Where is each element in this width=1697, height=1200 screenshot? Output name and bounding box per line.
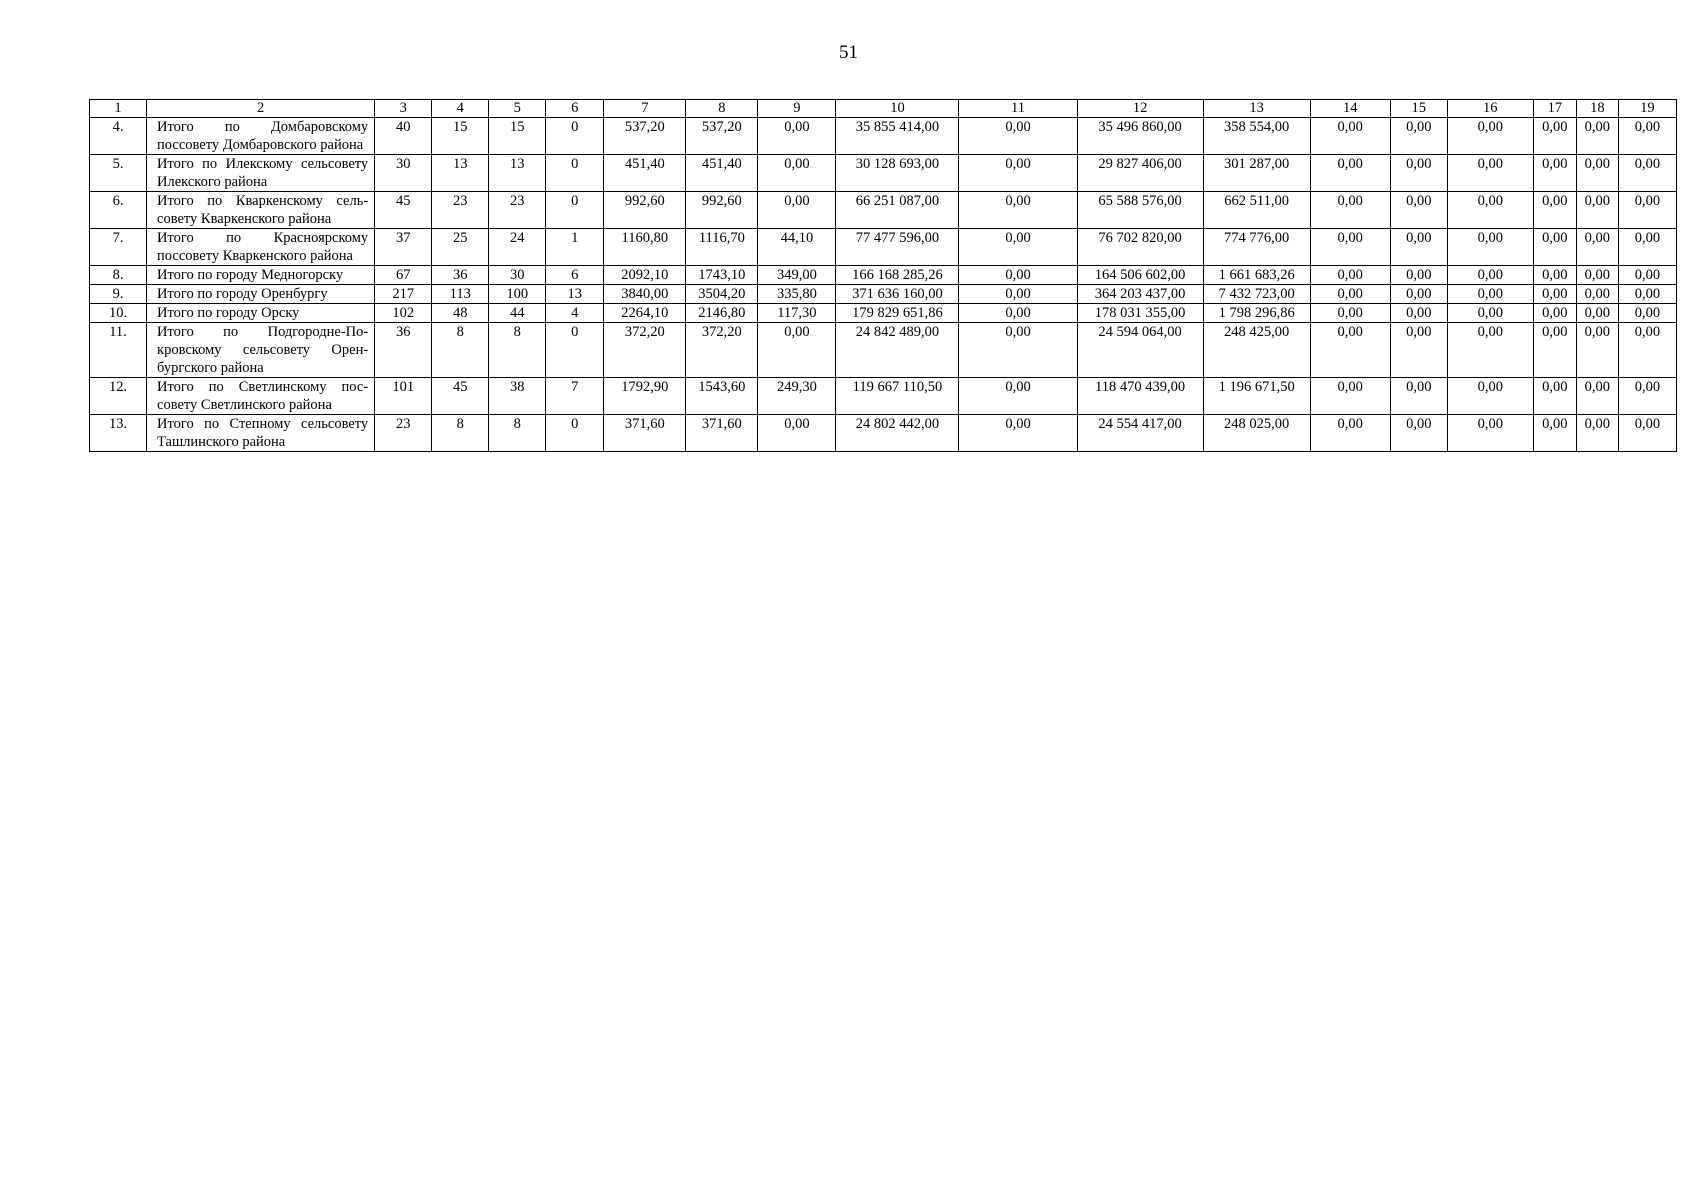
value-cell: 0,00	[1310, 415, 1390, 452]
value-cell: 0,00	[1576, 229, 1618, 266]
value-cell: 8	[432, 415, 489, 452]
value-cell: 349,00	[758, 266, 836, 285]
value-cell: 23	[489, 192, 546, 229]
value-cell: 0,00	[1390, 378, 1447, 415]
table-row	[90, 415, 1677, 452]
value-cell: 45	[375, 192, 432, 229]
column-number-cell: 12	[1077, 100, 1203, 118]
value-cell: 8	[489, 415, 546, 452]
value-cell: 164 506 602,00	[1077, 266, 1203, 285]
value-cell: 30	[375, 155, 432, 192]
value-cell: 0,00	[1576, 323, 1618, 378]
value-cell: 0,00	[1310, 155, 1390, 192]
value-cell: 65 588 576,00	[1077, 192, 1203, 229]
value-cell: 0,00	[959, 285, 1077, 304]
value-cell: 24 842 489,00	[836, 323, 959, 378]
value-cell: 217	[375, 285, 432, 304]
value-cell: 35 855 414,00	[836, 118, 959, 155]
value-cell: 13	[546, 285, 604, 304]
value-cell: 76 702 820,00	[1077, 229, 1203, 266]
value-cell: 117,30	[758, 304, 836, 323]
table-row	[90, 155, 1677, 192]
value-cell: 0,00	[1447, 285, 1533, 304]
column-number-cell: 11	[959, 100, 1077, 118]
value-cell: 0,00	[1447, 304, 1533, 323]
value-cell: 8	[432, 323, 489, 378]
column-number-cell: 19	[1618, 100, 1676, 118]
column-number-cell: 18	[1576, 100, 1618, 118]
value-cell: 0,00	[1618, 378, 1676, 415]
column-number-cell: 6	[546, 100, 604, 118]
row-name-cell: Итого по Красноярскому поссовету Кваркенского района	[147, 229, 375, 266]
value-cell: 7	[546, 378, 604, 415]
value-cell: 537,20	[604, 118, 686, 155]
value-cell: 44	[489, 304, 546, 323]
value-cell: 1	[546, 229, 604, 266]
value-cell: 537,20	[686, 118, 758, 155]
value-cell: 1116,70	[686, 229, 758, 266]
column-number-cell: 15	[1390, 100, 1447, 118]
value-cell: 0,00	[959, 415, 1077, 452]
value-cell: 0,00	[1533, 285, 1576, 304]
row-number-cell: 9.	[90, 285, 147, 304]
value-cell: 0	[546, 323, 604, 378]
value-cell: 451,40	[686, 155, 758, 192]
value-cell: 451,40	[604, 155, 686, 192]
value-cell: 0,00	[1310, 229, 1390, 266]
value-cell: 0,00	[959, 323, 1077, 378]
column-number-row	[90, 100, 1677, 118]
value-cell: 3504,20	[686, 285, 758, 304]
value-cell: 30	[489, 266, 546, 285]
row-name-cell: Итого по Степному сельсовету Ташлинского района	[147, 415, 375, 452]
value-cell: 992,60	[604, 192, 686, 229]
value-cell: 66 251 087,00	[836, 192, 959, 229]
value-cell: 0,00	[1618, 415, 1676, 452]
row-number-cell: 11.	[90, 323, 147, 378]
value-cell: 8	[489, 323, 546, 378]
value-cell: 992,60	[686, 192, 758, 229]
value-cell: 38	[489, 378, 546, 415]
value-cell: 0,00	[1533, 155, 1576, 192]
value-cell: 1 661 683,26	[1203, 266, 1310, 285]
column-number-cell: 7	[604, 100, 686, 118]
value-cell: 0,00	[758, 155, 836, 192]
column-number-cell: 17	[1533, 100, 1576, 118]
column-number-cell: 2	[147, 100, 375, 118]
row-number-cell: 13.	[90, 415, 147, 452]
value-cell: 249,30	[758, 378, 836, 415]
value-cell: 178 031 355,00	[1077, 304, 1203, 323]
value-cell: 335,80	[758, 285, 836, 304]
value-cell: 0,00	[1447, 378, 1533, 415]
value-cell: 301 287,00	[1203, 155, 1310, 192]
table-row	[90, 285, 1677, 304]
value-cell: 15	[432, 118, 489, 155]
value-cell: 0,00	[1576, 304, 1618, 323]
value-cell: 0,00	[1618, 266, 1676, 285]
value-cell: 0,00	[1310, 266, 1390, 285]
value-cell: 0,00	[1533, 192, 1576, 229]
value-cell: 0,00	[1618, 323, 1676, 378]
value-cell: 0,00	[959, 118, 1077, 155]
row-number-cell: 4.	[90, 118, 147, 155]
value-cell: 0,00	[758, 415, 836, 452]
value-cell: 0,00	[1447, 192, 1533, 229]
value-cell: 372,20	[604, 323, 686, 378]
row-name-cell: Итого по городу Медногорску	[147, 266, 375, 285]
value-cell: 30 128 693,00	[836, 155, 959, 192]
row-name-cell: Итого по Светлинскому поссовету Светлинского района	[147, 378, 375, 415]
value-cell: 113	[432, 285, 489, 304]
value-cell: 0,00	[1390, 229, 1447, 266]
value-cell: 371 636 160,00	[836, 285, 959, 304]
value-cell: 0,00	[959, 229, 1077, 266]
value-cell: 0,00	[1533, 378, 1576, 415]
row-number-cell: 10.	[90, 304, 147, 323]
row-number-cell: 7.	[90, 229, 147, 266]
value-cell: 67	[375, 266, 432, 285]
value-cell: 0,00	[1447, 415, 1533, 452]
value-cell: 0,00	[1310, 285, 1390, 304]
value-cell: 35 496 860,00	[1077, 118, 1203, 155]
value-cell: 0,00	[1390, 118, 1447, 155]
value-cell: 0,00	[1576, 118, 1618, 155]
row-number-cell: 8.	[90, 266, 147, 285]
table-row	[90, 323, 1677, 378]
value-cell: 0,00	[1390, 323, 1447, 378]
row-name-cell: Итого по Подгородне-Покровскому сельсовету Оренбургского района	[147, 323, 375, 378]
row-name-cell: Итого по городу Оренбургу	[147, 285, 375, 304]
value-cell: 0,00	[1576, 415, 1618, 452]
value-cell: 0,00	[1618, 155, 1676, 192]
value-cell: 0,00	[959, 266, 1077, 285]
value-cell: 1792,90	[604, 378, 686, 415]
row-name-cell: Итого по Илекскому сельсовету Илекского района	[147, 155, 375, 192]
value-cell: 23	[375, 415, 432, 452]
row-name-cell: Итого по городу Орску	[147, 304, 375, 323]
value-cell: 0,00	[1390, 415, 1447, 452]
column-number-cell: 13	[1203, 100, 1310, 118]
value-cell: 40	[375, 118, 432, 155]
value-cell: 0,00	[1618, 304, 1676, 323]
value-cell: 662 511,00	[1203, 192, 1310, 229]
value-cell: 100	[489, 285, 546, 304]
value-cell: 0	[546, 118, 604, 155]
value-cell: 119 667 110,50	[836, 378, 959, 415]
table-row	[90, 192, 1677, 229]
table-row	[90, 304, 1677, 323]
value-cell: 13	[489, 155, 546, 192]
value-cell: 102	[375, 304, 432, 323]
value-cell: 0,00	[758, 192, 836, 229]
value-cell: 0,00	[1618, 229, 1676, 266]
value-cell: 371,60	[604, 415, 686, 452]
value-cell: 2146,80	[686, 304, 758, 323]
value-cell: 1160,80	[604, 229, 686, 266]
value-cell: 0	[546, 155, 604, 192]
value-cell: 358 554,00	[1203, 118, 1310, 155]
value-cell: 0,00	[1447, 118, 1533, 155]
value-cell: 0,00	[1533, 266, 1576, 285]
value-cell: 44,10	[758, 229, 836, 266]
value-cell: 77 477 596,00	[836, 229, 959, 266]
column-number-cell: 10	[836, 100, 959, 118]
value-cell: 0,00	[1576, 192, 1618, 229]
value-cell: 0,00	[1310, 118, 1390, 155]
value-cell: 0,00	[1390, 304, 1447, 323]
value-cell: 0,00	[959, 378, 1077, 415]
table-row	[90, 118, 1677, 155]
value-cell: 0,00	[1533, 118, 1576, 155]
column-number-cell: 5	[489, 100, 546, 118]
value-cell: 0,00	[1447, 229, 1533, 266]
value-cell: 0,00	[959, 304, 1077, 323]
value-cell: 7 432 723,00	[1203, 285, 1310, 304]
value-cell: 37	[375, 229, 432, 266]
value-cell: 29 827 406,00	[1077, 155, 1203, 192]
value-cell: 248 425,00	[1203, 323, 1310, 378]
column-number-cell: 4	[432, 100, 489, 118]
value-cell: 0,00	[1618, 192, 1676, 229]
value-cell: 2264,10	[604, 304, 686, 323]
value-cell: 371,60	[686, 415, 758, 452]
value-cell: 0,00	[1310, 304, 1390, 323]
column-number-cell: 1	[90, 100, 147, 118]
value-cell: 101	[375, 378, 432, 415]
page-number: 51	[839, 42, 858, 63]
value-cell: 0,00	[1310, 323, 1390, 378]
value-cell: 0,00	[1576, 378, 1618, 415]
column-number-cell: 8	[686, 100, 758, 118]
table-row	[90, 378, 1677, 415]
value-cell: 0,00	[1447, 323, 1533, 378]
value-cell: 774 776,00	[1203, 229, 1310, 266]
value-cell: 1 798 296,86	[1203, 304, 1310, 323]
value-cell: 24 802 442,00	[836, 415, 959, 452]
value-cell: 0,00	[1618, 118, 1676, 155]
column-number-cell: 9	[758, 100, 836, 118]
value-cell: 0,00	[1533, 323, 1576, 378]
value-cell: 24 594 064,00	[1077, 323, 1203, 378]
value-cell: 166 168 285,26	[836, 266, 959, 285]
table-row	[90, 229, 1677, 266]
value-cell: 0	[546, 415, 604, 452]
value-cell: 24	[489, 229, 546, 266]
row-number-cell: 6.	[90, 192, 147, 229]
column-number-cell: 3	[375, 100, 432, 118]
value-cell: 0,00	[1618, 285, 1676, 304]
value-cell: 0,00	[959, 192, 1077, 229]
value-cell: 0,00	[1390, 266, 1447, 285]
value-cell: 0,00	[1533, 229, 1576, 266]
value-cell: 0,00	[758, 323, 836, 378]
value-cell: 0,00	[959, 155, 1077, 192]
value-cell: 13	[432, 155, 489, 192]
value-cell: 6	[546, 266, 604, 285]
value-cell: 0,00	[1533, 415, 1576, 452]
value-cell: 1543,60	[686, 378, 758, 415]
row-name-cell: Итого по Домбаровскому поссовету Домбаровского района	[147, 118, 375, 155]
value-cell: 25	[432, 229, 489, 266]
value-cell: 15	[489, 118, 546, 155]
value-cell: 118 470 439,00	[1077, 378, 1203, 415]
value-cell: 1 196 671,50	[1203, 378, 1310, 415]
value-cell: 0,00	[1576, 266, 1618, 285]
value-cell: 372,20	[686, 323, 758, 378]
value-cell: 0,00	[1390, 155, 1447, 192]
value-cell: 0,00	[1447, 155, 1533, 192]
row-number-cell: 12.	[90, 378, 147, 415]
value-cell: 0,00	[1533, 304, 1576, 323]
value-cell: 23	[432, 192, 489, 229]
row-number-cell: 5.	[90, 155, 147, 192]
value-cell: 179 829 651,86	[836, 304, 959, 323]
table-row	[90, 266, 1677, 285]
value-cell: 48	[432, 304, 489, 323]
value-cell: 0,00	[1310, 378, 1390, 415]
value-cell: 2092,10	[604, 266, 686, 285]
value-cell: 248 025,00	[1203, 415, 1310, 452]
value-cell: 0,00	[1576, 155, 1618, 192]
value-cell: 1743,10	[686, 266, 758, 285]
value-cell: 0,00	[1310, 192, 1390, 229]
value-cell: 0	[546, 192, 604, 229]
column-number-cell: 14	[1310, 100, 1390, 118]
value-cell: 36	[432, 266, 489, 285]
value-cell: 24 554 417,00	[1077, 415, 1203, 452]
value-cell: 0,00	[1447, 266, 1533, 285]
data-table	[89, 99, 1677, 452]
column-number-cell: 16	[1447, 100, 1533, 118]
value-cell: 36	[375, 323, 432, 378]
value-cell: 0,00	[1390, 192, 1447, 229]
value-cell: 0,00	[758, 118, 836, 155]
value-cell: 45	[432, 378, 489, 415]
value-cell: 3840,00	[604, 285, 686, 304]
value-cell: 0,00	[1390, 285, 1447, 304]
value-cell: 364 203 437,00	[1077, 285, 1203, 304]
row-name-cell: Итого по Кваркенскому сельсовету Кваркенского района	[147, 192, 375, 229]
value-cell: 4	[546, 304, 604, 323]
value-cell: 0,00	[1576, 285, 1618, 304]
